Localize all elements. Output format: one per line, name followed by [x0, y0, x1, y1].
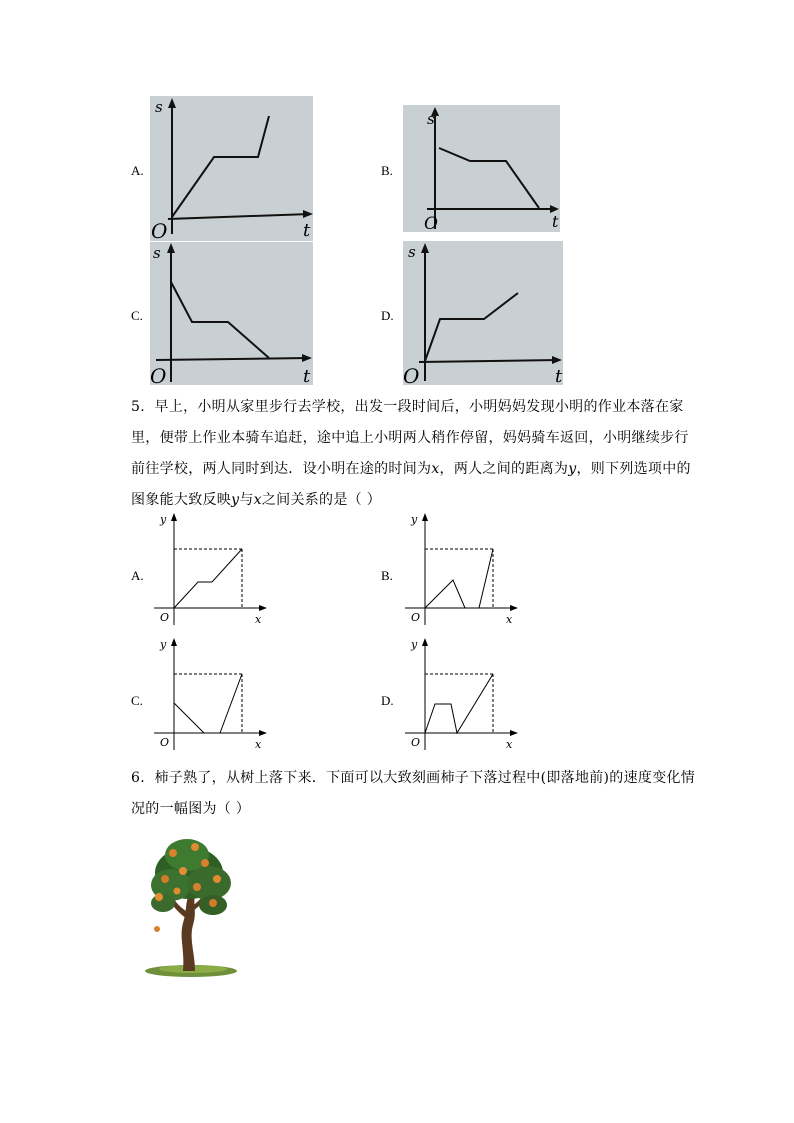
- q4-option-b-graph: [403, 105, 560, 232]
- origin-label: O: [411, 736, 421, 749]
- q4-option-a-label: A.: [131, 163, 144, 178]
- q5-text-part1: 早上，小明从家里步行去学校，出发一段时间后，小明妈妈发现小明的作业本落在家里，便带上作业本骑车追赶，途中追上小明两人稍作停留，妈妈骑车返回，小明继续步行前往学校，两人同时到达．设小明在途的时间为: [131, 399, 689, 477]
- q5-var-y: y: [568, 461, 577, 477]
- q4-option-b-label: B.: [381, 163, 393, 178]
- q6-question-text: [131, 763, 701, 825]
- axis-t-label: t: [552, 212, 559, 231]
- q5-var-x2: x: [253, 492, 262, 508]
- axis-t-label: t: [303, 366, 311, 385]
- q4-option-a-graph: [150, 96, 313, 241]
- persimmon-tree-image: [143, 833, 243, 983]
- origin-label: O: [150, 364, 167, 385]
- axis-s-label: s: [408, 243, 416, 261]
- q5-option-d-label: D.: [381, 693, 394, 708]
- origin-label: O: [424, 214, 438, 232]
- q5-number: 5.: [131, 399, 145, 415]
- origin-label: O: [160, 611, 170, 624]
- axis-x-label: x: [255, 613, 262, 626]
- q4-option-c-label: C.: [131, 308, 143, 323]
- axis-s-label: s: [153, 244, 161, 262]
- axis-x-label: x: [255, 738, 262, 751]
- q4-option-d-label: D.: [381, 308, 394, 323]
- q5-option-a-label: A.: [131, 568, 144, 583]
- q5-var-y2: y: [231, 492, 240, 508]
- q5-option-c-graph: [150, 635, 270, 753]
- axis-y-label: y: [411, 638, 418, 651]
- q5-question-text: [131, 392, 701, 516]
- q5-option-b-graph: [401, 510, 521, 628]
- q6-text: 柿子熟了，从树上落下来．下面可以大致刻画柿子下落过程中(即落地前)的速度变化情况的一幅图为（ ）: [131, 770, 696, 817]
- q4-option-c-graph: [150, 242, 313, 385]
- q4-option-d-graph: [403, 241, 563, 385]
- q6-number: 6.: [131, 770, 145, 786]
- q5-option-b-label: B.: [381, 568, 393, 583]
- q5-option-d-graph: [401, 635, 521, 753]
- axis-y-label: y: [160, 513, 167, 526]
- axis-x-label: x: [506, 738, 513, 751]
- q5-option-c-label: C.: [131, 693, 143, 708]
- q5-text-part2: ，两人之间的距离为: [439, 461, 569, 477]
- axis-t-label: t: [555, 366, 563, 385]
- axis-s-label: s: [155, 98, 163, 116]
- origin-label: O: [151, 219, 168, 241]
- axis-x-label: x: [506, 613, 513, 626]
- axis-y-label: y: [160, 638, 167, 651]
- q5-text-part3: ，则下列选项中的图象能大致反映: [131, 461, 691, 508]
- q5-var-x: x: [431, 461, 440, 477]
- q5-text-part5: 之间关系的是（ ）: [261, 492, 381, 508]
- axis-s-label: s: [427, 110, 435, 128]
- axis-y-label: y: [411, 513, 418, 526]
- origin-label: O: [403, 364, 420, 385]
- origin-label: O: [160, 736, 170, 749]
- q5-option-a-graph: [150, 510, 270, 628]
- axis-t-label: t: [303, 220, 311, 241]
- origin-label: O: [411, 611, 421, 624]
- q5-text-part4: 与: [239, 492, 254, 508]
